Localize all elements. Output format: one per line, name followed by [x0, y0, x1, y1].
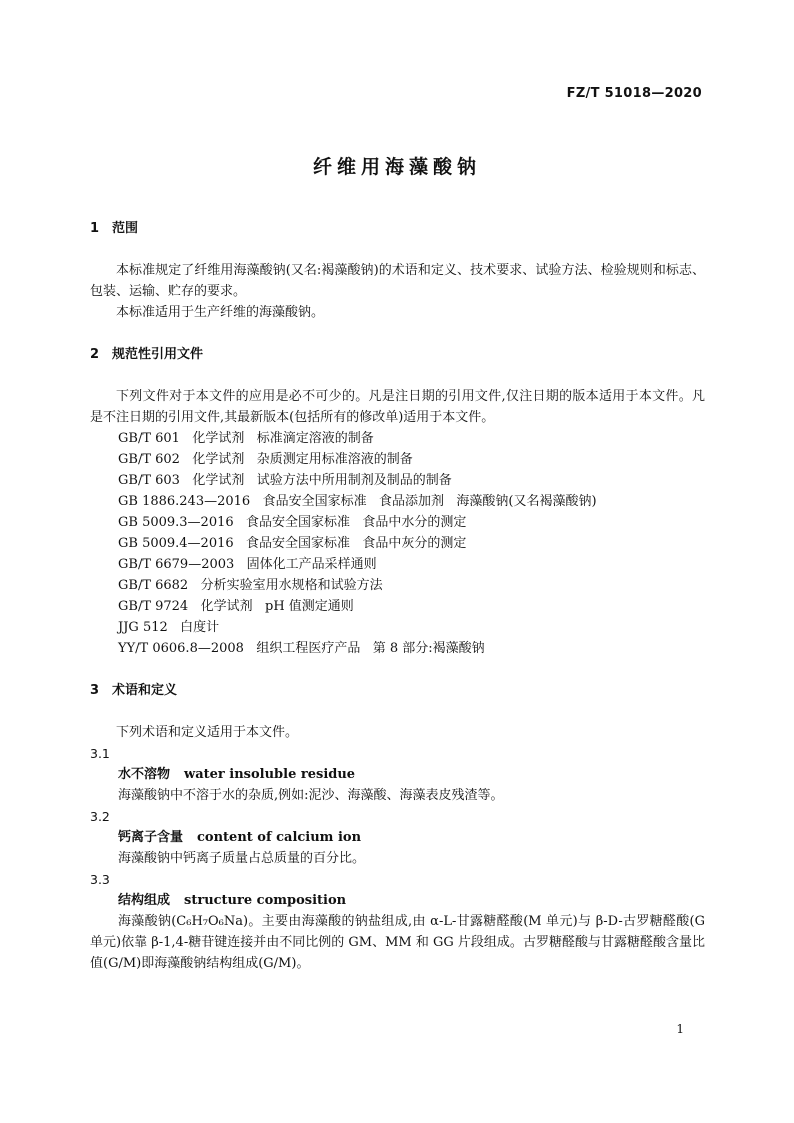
- term-chinese: 钙离子含量: [118, 830, 184, 845]
- reference-item: JJG 512 白度计: [118, 620, 220, 635]
- reference-item: GB/T 6679—2003 固体化工产品采样通则: [118, 557, 377, 572]
- standard-code: FZ/T 51018—2020: [566, 86, 702, 101]
- section-1-heading: [90, 218, 705, 239]
- term-entry: [90, 764, 705, 785]
- section-title: 规范性引用文件: [112, 347, 204, 362]
- section-2-heading: [90, 344, 705, 365]
- clause-number: 3.1: [90, 746, 110, 761]
- section-number: 1: [90, 221, 100, 236]
- reference-item: GB/T 601 化学试剂 标准滴定溶液的制备: [118, 431, 374, 446]
- reference-item: GB/T 602 化学试剂 杂质测定用标准溶液的制备: [118, 452, 413, 467]
- term-english: water insoluble residue: [184, 767, 356, 782]
- term-english: content of calcium ion: [197, 830, 362, 845]
- reference-list: [90, 428, 705, 659]
- section-number: 3: [90, 683, 100, 698]
- document-title: 纤维用海藻酸钠: [312, 156, 481, 178]
- scope-paragraph: 本标准规定了纤维用海藻酸钠(又名:褐藻酸钠)的术语和定义、技术要求、试验方法、检验规则和标志、包装、运输、贮存的要求。: [90, 263, 705, 299]
- section-number: 2: [90, 347, 100, 362]
- reference-item: GB/T 9724 化学试剂 pH 值测定通则: [118, 599, 354, 614]
- reference-item: YY/T 0606.8—2008 组织工程医疗产品 第 8 部分:褐藻酸钠: [118, 641, 485, 656]
- reference-item: GB 5009.4—2016 食品安全国家标准 食品中灰分的测定: [118, 536, 467, 551]
- document-body: [90, 218, 705, 974]
- reference-item: GB/T 6682 分析实验室用水规格和试验方法: [118, 578, 383, 593]
- term-entry: [90, 827, 705, 848]
- term-chinese: 水不溶物: [118, 767, 171, 782]
- term-definition: 海藻酸钠(C₆H₇O₆Na)。主要由海藻酸的钠盐组成,由 α-L-甘露糖醛酸(M 单元)与 β-D-古罗糖醛酸(G 单元)依靠 β-1,4-糖苷键连接并由不同比例的 GM、MM 和 GG 片段组成。古罗糖醛酸与甘露糖醛酸含量比值(G/M)即海藻酸钠结构组成(G/M)。: [90, 914, 705, 971]
- reference-item: GB 5009.3—2016 食品安全国家标准 食品中水分的测定: [118, 515, 467, 530]
- section-title: 术语和定义: [112, 683, 178, 698]
- terms-intro: 下列术语和定义适用于本文件。: [116, 725, 299, 740]
- term-definition: 海藻酸钠中钙离子质量占总质量的百分比。: [118, 851, 366, 866]
- term-definition: 海藻酸钠中不溶于水的杂质,例如:泥沙、海藻酸、海藻表皮残渣等。: [118, 788, 504, 803]
- page-number: 1: [676, 1022, 684, 1036]
- section-title: 范围: [112, 221, 139, 236]
- section-3-heading: [90, 680, 705, 701]
- references-intro: 下列文件对于本文件的应用是必不可少的。凡是注日期的引用文件,仅注日期的版本适用于本文件。凡是不注日期的引用文件,其最新版本(包括所有的修改单)适用于本文件。: [90, 389, 705, 425]
- term-entry: [90, 890, 705, 911]
- clause-number: 3.3: [90, 872, 110, 887]
- term-english: structure composition: [184, 893, 347, 908]
- clause-number: 3.2: [90, 809, 110, 824]
- scope-applicability-paragraph: 本标准适用于生产纤维的海藻酸钠。: [116, 305, 325, 320]
- term-chinese: 结构组成: [118, 893, 171, 908]
- reference-item: GB/T 603 化学试剂 试验方法中所用制剂及制品的制备: [118, 473, 452, 488]
- reference-item: GB 1886.243—2016 食品安全国家标准 食品添加剂 海藻酸钠(又名褐藻酸钠): [118, 494, 597, 509]
